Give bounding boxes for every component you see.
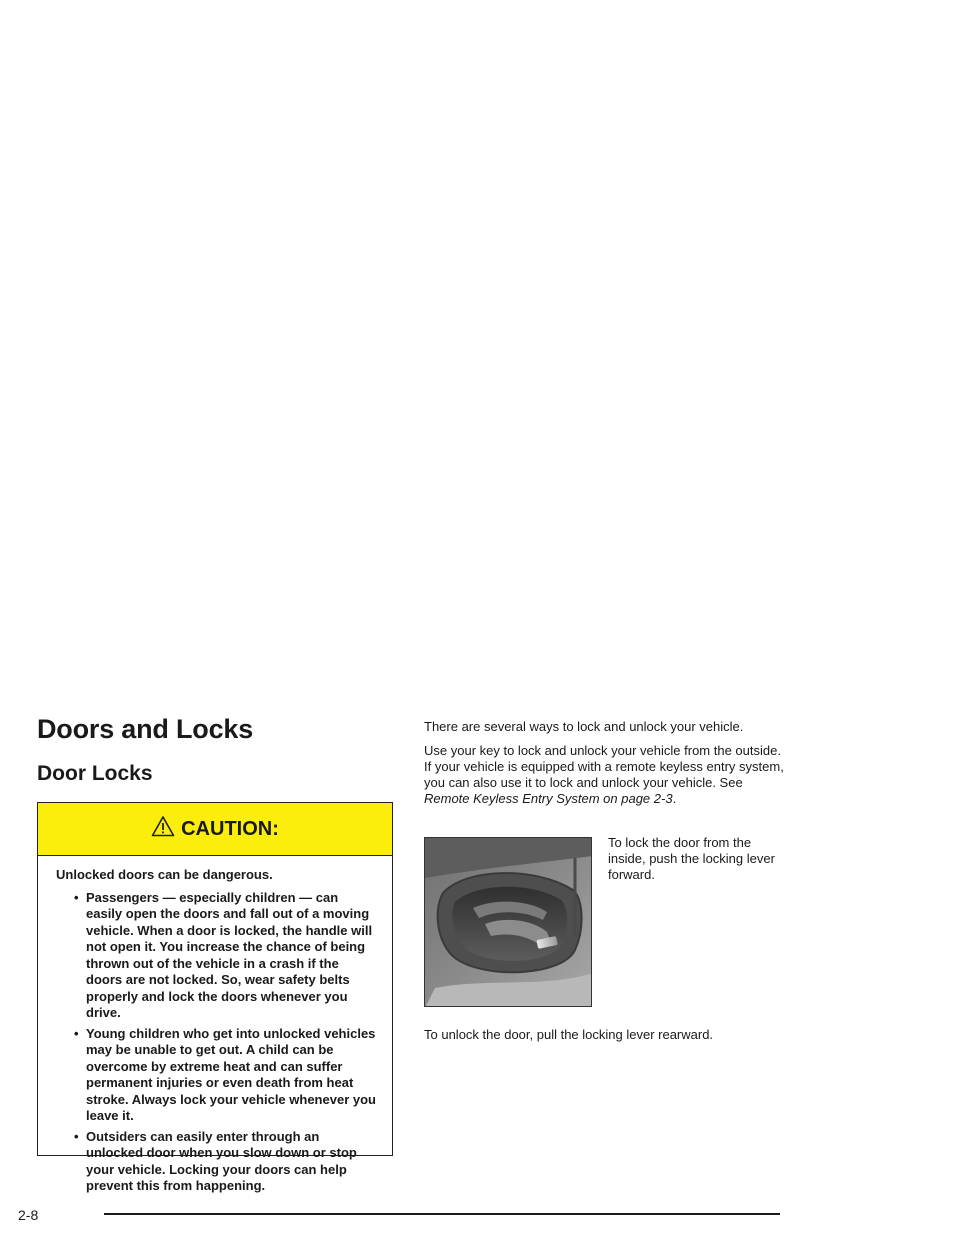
- warning-triangle-icon: [151, 815, 175, 837]
- key-paragraph-end: .: [672, 791, 677, 806]
- cross-reference-link[interactable]: Remote Keyless Entry System on page 2-3: [424, 791, 673, 806]
- page-title: Doors and Locks: [37, 714, 254, 744]
- key-paragraph-text: Use your key to lock and unlock your vehicle from the outside. If your vehicle is equipped with a remote keyless entry system, you can also use it to lock and unlock your vehicle. See: [424, 743, 784, 790]
- caution-item: • Passengers — especially children — can easily open the doors and fall out of a moving vehicle. When a door is locked, the handle will not open it. You increase the chance of being thrown out of the vehicle in a crash if the doors are not locked. So, wear safety belts properly and lock the doors whenever you drive.: [76, 890, 376, 1022]
- caution-label: CAUTION:: [181, 817, 279, 840]
- caution-list: [56, 890, 376, 1195]
- intro-paragraph: There are several ways to lock and unlock your vehicle.: [424, 719, 744, 734]
- key-paragraph: [424, 743, 784, 807]
- caution-box: [37, 802, 393, 1193]
- right-column: [424, 719, 784, 815]
- caution-body: [38, 856, 392, 1195]
- door-lock-lever-image: [424, 837, 592, 1007]
- unlock-paragraph: To unlock the door, pull the locking lever rearward.: [424, 1027, 714, 1042]
- section-title: Door Locks: [37, 762, 153, 785]
- caution-item: • Outsiders can easily enter through an unlocked door when you slow down or stop your vehicle. Locking your doors can help prevent this from happening.: [76, 1129, 376, 1195]
- caution-item: • Young children who get into unlocked vehicles may be unable to get out. A child can be overcome by extreme heat and can suffer permanent injuries or even death from heat stroke. Always lock your vehicle whenever you leave it.: [76, 1026, 376, 1125]
- page-number: 2-8: [18, 1207, 39, 1223]
- footer-rule: [104, 1213, 780, 1215]
- figure-caption: To lock the door from the inside, push the locking lever forward.: [608, 835, 775, 882]
- caution-intro: Unlocked doors can be dangerous.: [56, 867, 273, 882]
- caution-header: [38, 803, 392, 856]
